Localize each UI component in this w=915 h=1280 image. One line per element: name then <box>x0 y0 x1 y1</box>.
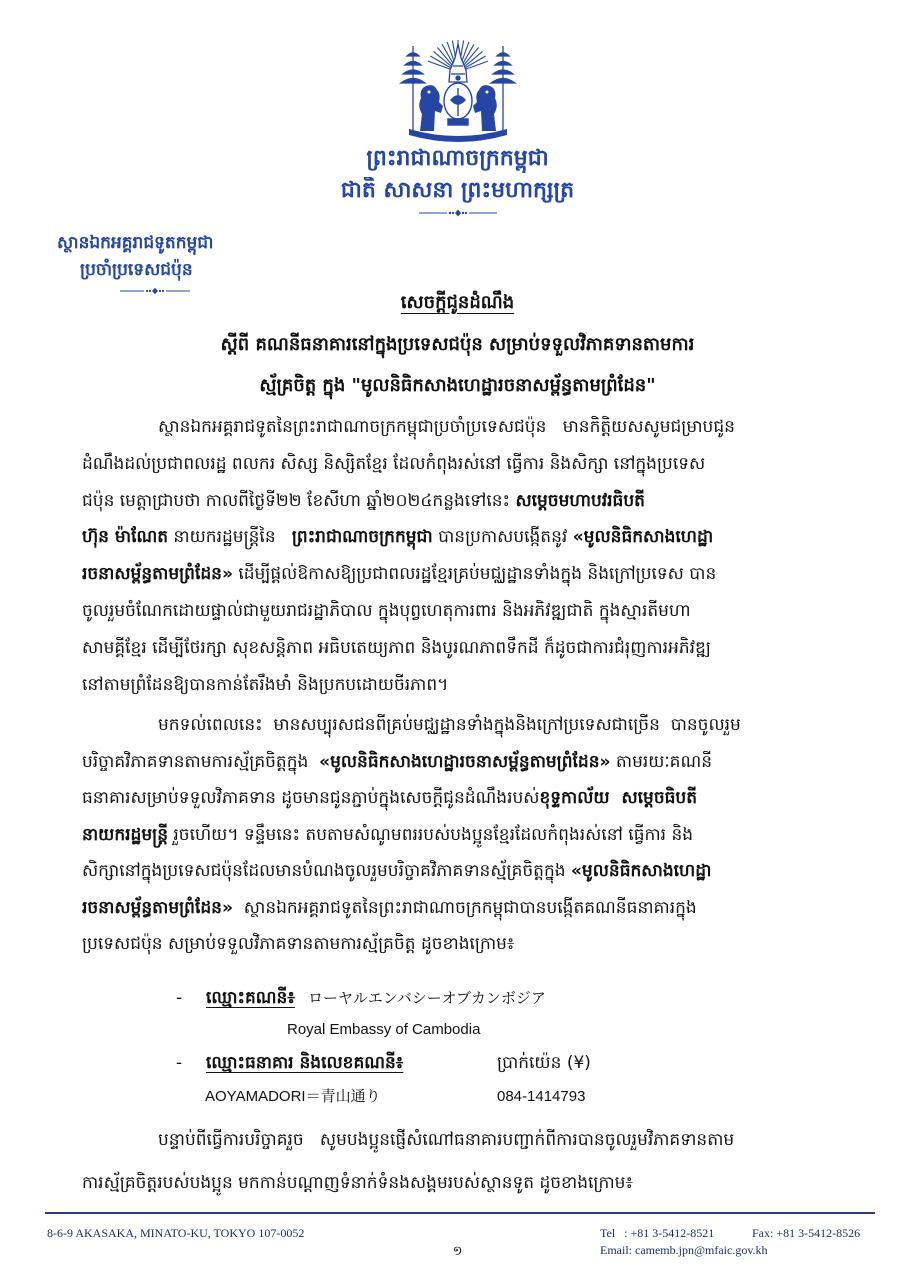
text-run: ធនាគារសម្រាប់ទទួលវិភាគទាន ដូចមានជូនភ្ជាប់ក្នុងសេចក្តីជូនដំណឹងរបស់ <box>82 788 540 808</box>
central-shield <box>444 83 472 125</box>
text-run: ប្រទេសជប៉ុន សម្រាប់ទទួលវិភាគទានតាមការស្ម័គ្រចិត្ត ដូចខាងក្រោម៖ <box>82 934 515 954</box>
text-run: តាមរយៈគណនី <box>610 751 713 772</box>
paragraph-2-line-2 <box>82 744 834 781</box>
paragraph-2-line-3 <box>82 780 834 817</box>
header-ornament <box>419 208 497 218</box>
notice-subject-line-2 <box>0 372 915 400</box>
paragraph-2-line-6 <box>82 890 834 927</box>
text-run: បន្ទាប់ពីធ្វើការបរិច្ចាគរួច សូមបងប្អូនផ្ញើសំណៅធនាគារបញ្ជាក់ពីការបានចូលរួមវិភាគទានតាម <box>158 1130 735 1150</box>
paragraph-1-line-4 <box>82 519 834 556</box>
bold-text-run: សម្តេចមហាបវរធិបតី <box>515 490 645 511</box>
bank-and-account-label: ឈ្មោះធនាគារ និងលេខគណនី៖ <box>206 1053 404 1073</box>
paragraph-2-line-4 <box>82 817 834 854</box>
left-parasol <box>401 46 425 130</box>
sender-country-text: ប្រចាំប្រទេសជប៉ុន <box>80 260 193 280</box>
text-run: ចូលរួមចំណែកដោយផ្ទាល់ជាមួយរាជរដ្ឋាភិបាល ក្នុងបុព្វហេតុការពារ និងអភិវឌ្ឍជាតិ ក្នុងស្មារតីមហា <box>82 600 691 621</box>
bank-branch-name: AOYAMADORI＝青山通り <box>205 1088 381 1105</box>
bold-text-run: ហ៊ុន ម៉ាណែត <box>82 527 169 548</box>
account-name-label: ឈ្មោះគណនី៖ <box>206 988 295 1008</box>
paragraph-3-line-1 <box>82 1119 834 1162</box>
paragraph-1-line-6 <box>82 593 834 630</box>
sender-embassy <box>57 231 317 255</box>
text-run: ការស្ម័គ្រចិត្តរបស់បងប្អូន មកកាន់បណ្តាញទំនាក់ទំនងសង្គមរបស់ស្ថានទូត ដូចខាងក្រោម៖ <box>82 1173 633 1193</box>
kingdom-title-text: ព្រះរាជាណាចក្រកម្ពុជា <box>366 146 549 171</box>
text-run: ដំណឹងដល់ប្រជាពលរដ្ឋ ពលករ សិស្ស និស្សិតខ្មែរ ដែលកំពុងរស់នៅ ធ្វើការ និងសិក្សា នៅក្នុងប្រទេស <box>82 453 706 474</box>
bold-text-run: ព្រះរាជាណាចក្រកម្ពុជា <box>291 527 433 548</box>
paragraph-2-line-1 <box>82 707 834 744</box>
paragraph-3 <box>82 1119 834 1205</box>
text-run: ស្ថានឯកអគ្គរាជទូតនៃព្រះរាជាណាចក្រកម្ពុជាប្រចាំប្រទេសជប៉ុន មានកិត្តិយសសូមជម្រាបជូន <box>158 417 735 437</box>
bold-text-run: រចនាសម្ព័ន្ធតាមព្រំដែន» <box>82 564 233 585</box>
account-number: 084-1414793 <box>497 1088 586 1105</box>
paragraph-2 <box>82 707 834 963</box>
text-run: សិក្សានៅក្នុងប្រទេសជប៉ុនដែលមានបំណងចូលរួមបរិច្ចាគវិភាគទានស្ម័គ្រចិត្តក្នុង <box>82 861 571 881</box>
sender-embassy-text: ស្ថានឯកអគ្គរាជទូតកម្ពុជា <box>57 233 214 253</box>
royal-crown <box>449 44 467 82</box>
paragraph-1 <box>82 409 834 703</box>
paragraph-1-line-3 <box>82 483 834 520</box>
paragraph-3-line-2 <box>82 1162 834 1205</box>
right-parasol <box>491 46 515 130</box>
paragraph-1-line-2 <box>82 446 834 483</box>
text-run: ស្ថានឯកអគ្គរាជទូតនៃព្រះរាជាណាចក្រកម្ពុជាបានបង្កើតគណនីធនាគារក្នុង <box>232 897 697 918</box>
paragraph-1-line-5 <box>82 556 834 593</box>
email-address: Email: camemb.jpn@mfaic.gov.kh <box>600 1243 768 1257</box>
text-run: បានប្រកាសបង្កើតនូវ <box>432 527 573 548</box>
text-run: មកទល់ពេលនេះ មានសប្បុរសជនពីគ្រប់មជ្ឈដ្ឋានទាំងក្នុងនិងក្រៅប្រទេសជាច្រើន បានចូលរួម <box>158 715 741 735</box>
notice-heading <box>0 289 915 317</box>
bold-text-run: «មូលនិធិកសាងហេដ្ឋារចនាសម្ព័ន្ធតាមព្រំដែន» <box>319 751 611 772</box>
left-lion <box>419 85 443 131</box>
text-run: សាមគ្គីខ្មែរ ដើម្បីថែរក្សា សុខសន្តិភាព អធិបតេយ្យភាព និងបូរណភាពទឹកដី ក៏ដូចជាការជំរុញការអភិវឌ្ឍ <box>82 637 711 658</box>
bold-text-run: «មូលនិធិកសាងហេដ្ឋា <box>572 527 714 548</box>
currency-type: ប្រាក់យ៉េន (¥) <box>497 1053 591 1073</box>
national-motto <box>0 177 915 205</box>
text-run: បរិច្ចាគវិភាគទានតាមការស្ម័គ្រចិត្តក្នុង <box>82 751 320 772</box>
paragraph-2-line-7 <box>82 926 834 963</box>
paragraph-1-line-8 <box>82 667 834 704</box>
sender-country <box>80 258 300 282</box>
account-name-japanese: ローヤルエンバシーオブカンボジア <box>308 989 546 1007</box>
text-run: ដើម្បីផ្តល់ឱកាសឱ្យប្រជាពលរដ្ឋខ្មែរគ្រប់មជ្ឈដ្ឋានទាំងក្នុង និងក្រៅប្រទេស បាន <box>232 564 717 585</box>
list-bullet: - <box>176 1053 183 1073</box>
notice-subject-text: ស្ម័គ្រចិត្ត ក្នុង "មូលនិធិកសាងហេដ្ឋារចនាសម្ព័ន្ធតាមព្រំដែន" <box>259 375 656 396</box>
notice-subject-text: ស្តីពី គណនីធនាគារនៅក្នុងប្រទេសជប៉ុន សម្រាប់ទទួលវិភាគទានតាមការ <box>220 334 695 355</box>
royal-coat-of-arms <box>393 32 523 144</box>
account-name-english: Royal Embassy of Cambodia <box>287 1021 481 1038</box>
right-lion <box>473 85 497 131</box>
bold-text-run: រចនាសម្ព័ន្ធតាមព្រំដែន» <box>82 897 233 918</box>
bold-text-run: «មូលនិធិកសាងហេដ្ឋា <box>570 861 712 881</box>
footer-divider <box>45 1212 875 1214</box>
paragraph-1-line-7 <box>82 630 834 667</box>
bold-text-run: នាយករដ្ឋមន្ត្រី <box>82 824 168 845</box>
text-run: នៅតាមព្រំដែនឱ្យបានកាន់តែរឹងមាំ និងប្រកបដោយចីរភាព។ <box>82 674 449 695</box>
national-motto-text: ជាតិ សាសនា ព្រះមហាក្សត្រ <box>340 178 575 203</box>
notice-subject-line-1 <box>0 331 915 359</box>
paragraph-2-line-5 <box>82 853 834 890</box>
notice-heading-text: សេចក្តីជូនដំណឹង <box>400 292 515 313</box>
text-run: ជប៉ុន មេត្តាជ្រាបថា កាលពីថ្ងៃទី២២ ខែសីហា ឆ្នាំ២០២៤កន្លងទៅនេះ <box>82 490 516 511</box>
page-number: ១ <box>452 1244 463 1259</box>
embassy-address: 8-6-9 AKASAKA, MINATO-KU, TOKYO 107-0052 <box>47 1226 305 1240</box>
bold-text-run: ខុទ្ទកាល័យ សម្តេចធិបតី <box>539 788 697 808</box>
text-run: នាយករដ្ឋមន្ត្រីនៃ <box>168 527 292 548</box>
paragraph-1-line-1 <box>82 409 834 446</box>
kingdom-title <box>0 145 915 173</box>
text-run: រួចហើយ។ ទន្ទឹមនេះ តបតាមសំណូមពររបស់បងប្អូនខ្មែរដែលកំពុងរស់នៅ ធ្វើការ និង <box>168 824 694 845</box>
list-bullet: - <box>176 988 183 1008</box>
fax-number: Fax: +81 3-5412-8526 <box>752 1226 861 1240</box>
telephone-number: Tel : +81 3-5412-8521 <box>600 1226 715 1240</box>
